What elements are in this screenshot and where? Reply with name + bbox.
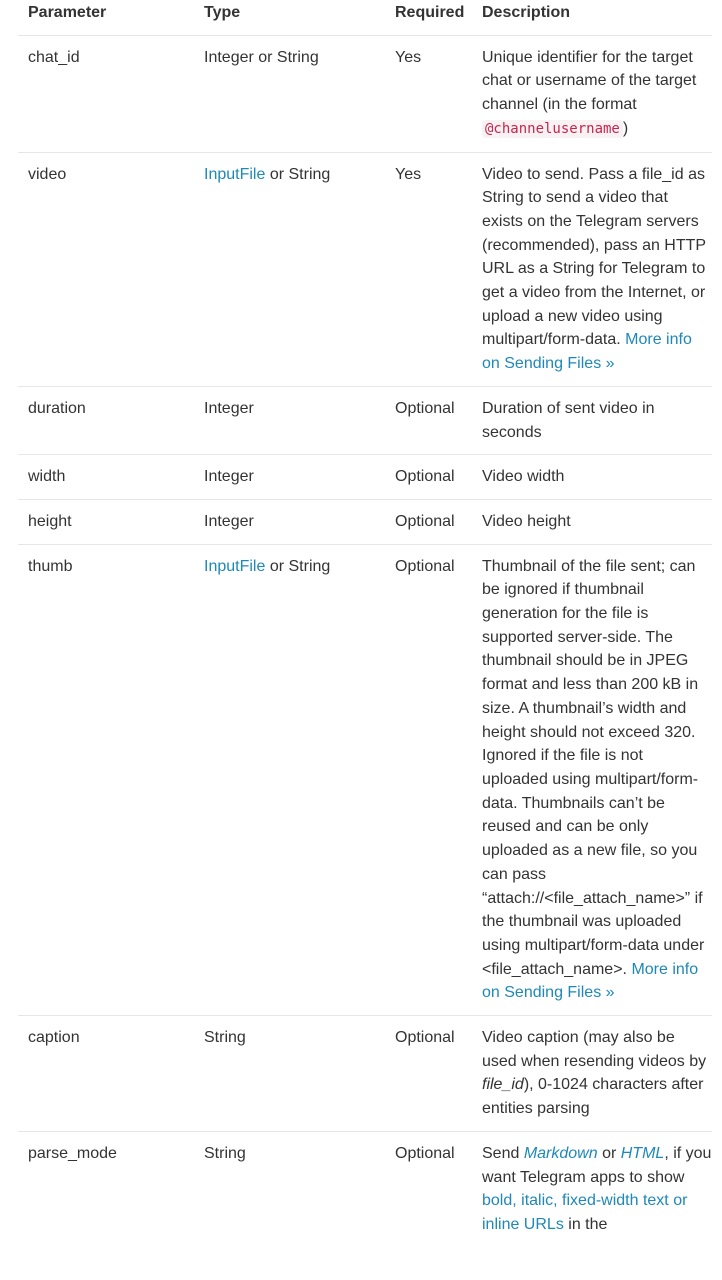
param-required: Optional [385, 1016, 472, 1132]
param-name: video [18, 152, 194, 386]
param-name: width [18, 455, 194, 500]
markdown-link-text: Markdown [523, 1144, 598, 1162]
file-id-emphasis: file_id [482, 1076, 524, 1094]
param-description [472, 1131, 712, 1246]
inputfile-link[interactable]: InputFile [204, 165, 266, 183]
inputfile-link[interactable]: InputFile [204, 557, 266, 575]
table-header-row [18, 0, 712, 35]
param-name: duration [18, 386, 194, 454]
parameters-table [18, 0, 712, 1247]
param-description: Video width [472, 455, 712, 500]
param-required: Yes [385, 152, 472, 386]
desc-text: Unique identifier for the target chat or username of the target channel (in the format [482, 48, 697, 114]
param-required: Optional [385, 386, 472, 454]
desc-text: Video to send. Pass a file_id as String to send a video that exists on the Telegram servers (recommended), pass an HTTP URL as a String for Telegram to get a video from the Internet, or upload a new video using multipart/form-data. [482, 165, 706, 349]
param-required: Optional [385, 499, 472, 544]
header-type: Type [194, 0, 385, 35]
param-type: Integer or String [194, 35, 385, 152]
param-description [472, 544, 712, 1015]
param-description [472, 1016, 712, 1132]
param-required: Optional [385, 1131, 472, 1246]
param-type: String [194, 1016, 385, 1132]
desc-text: , if you want Telegram apps to show [482, 1144, 712, 1186]
desc-text: Video caption (may also be used when resending videos by [482, 1029, 707, 1070]
header-description: Description [472, 0, 712, 35]
param-type [194, 152, 385, 386]
header-required: Required [385, 0, 472, 35]
param-description: Video height [472, 499, 712, 544]
table-row [18, 499, 712, 544]
table-row [18, 1131, 712, 1246]
formatting-options-link[interactable]: bold, italic, fixed-width text or inline URLs [482, 1192, 688, 1233]
type-rest: or String [265, 165, 331, 183]
channel-username-code: @channelusername [482, 120, 623, 138]
type-rest: or String [265, 557, 331, 575]
desc-text: ), 0-1024 characters after entities parsing [482, 1076, 704, 1118]
table-row [18, 152, 712, 386]
html-link-text: HTML [620, 1144, 665, 1162]
sending-files-link[interactable]: More info on Sending Files » [482, 331, 692, 373]
param-type: Integer [194, 499, 385, 544]
desc-text: Thumbnail of the file sent; can be ignored if thumbnail generation for the file is supported server-side. The thumbnail should be in JPEG format and less than 200 kB in size. A thumbnail’s width and height should not exceed 320. Ignored if the file is not uploaded using multipart/form-data. Thumbnails can’t be reused and can be only uploaded as a new file, so you can pass “attach://<file_attach_name>” if the thumbnail was uploaded using multipart/form-data under <file_attach_name>. [482, 557, 705, 978]
table-row [18, 35, 712, 152]
desc-text: Send [482, 1144, 524, 1162]
desc-text: ) [622, 119, 629, 137]
param-required: Optional [385, 455, 472, 500]
param-name: thumb [18, 544, 194, 1015]
param-description [472, 35, 712, 152]
param-type: Integer [194, 386, 385, 454]
param-description: Duration of sent video in seconds [472, 386, 712, 454]
desc-text: or [597, 1144, 621, 1162]
param-name: height [18, 499, 194, 544]
param-type: String [194, 1131, 385, 1246]
param-type: Integer [194, 455, 385, 500]
html-link[interactable] [621, 1145, 665, 1162]
param-name: parse_mode [18, 1131, 194, 1246]
table-row [18, 386, 712, 454]
header-parameter: Parameter [18, 0, 194, 35]
markdown-link[interactable] [524, 1145, 598, 1162]
param-name: chat_id [18, 35, 194, 152]
table-row [18, 455, 712, 500]
param-name: caption [18, 1016, 194, 1132]
param-required: Optional [385, 544, 472, 1015]
table-row [18, 1016, 712, 1132]
table-row [18, 544, 712, 1015]
sending-files-link[interactable]: More info on Sending Files » [482, 960, 699, 1002]
param-type [194, 544, 385, 1015]
param-description [472, 152, 712, 386]
param-required: Yes [385, 35, 472, 152]
desc-text: in the [563, 1215, 608, 1233]
